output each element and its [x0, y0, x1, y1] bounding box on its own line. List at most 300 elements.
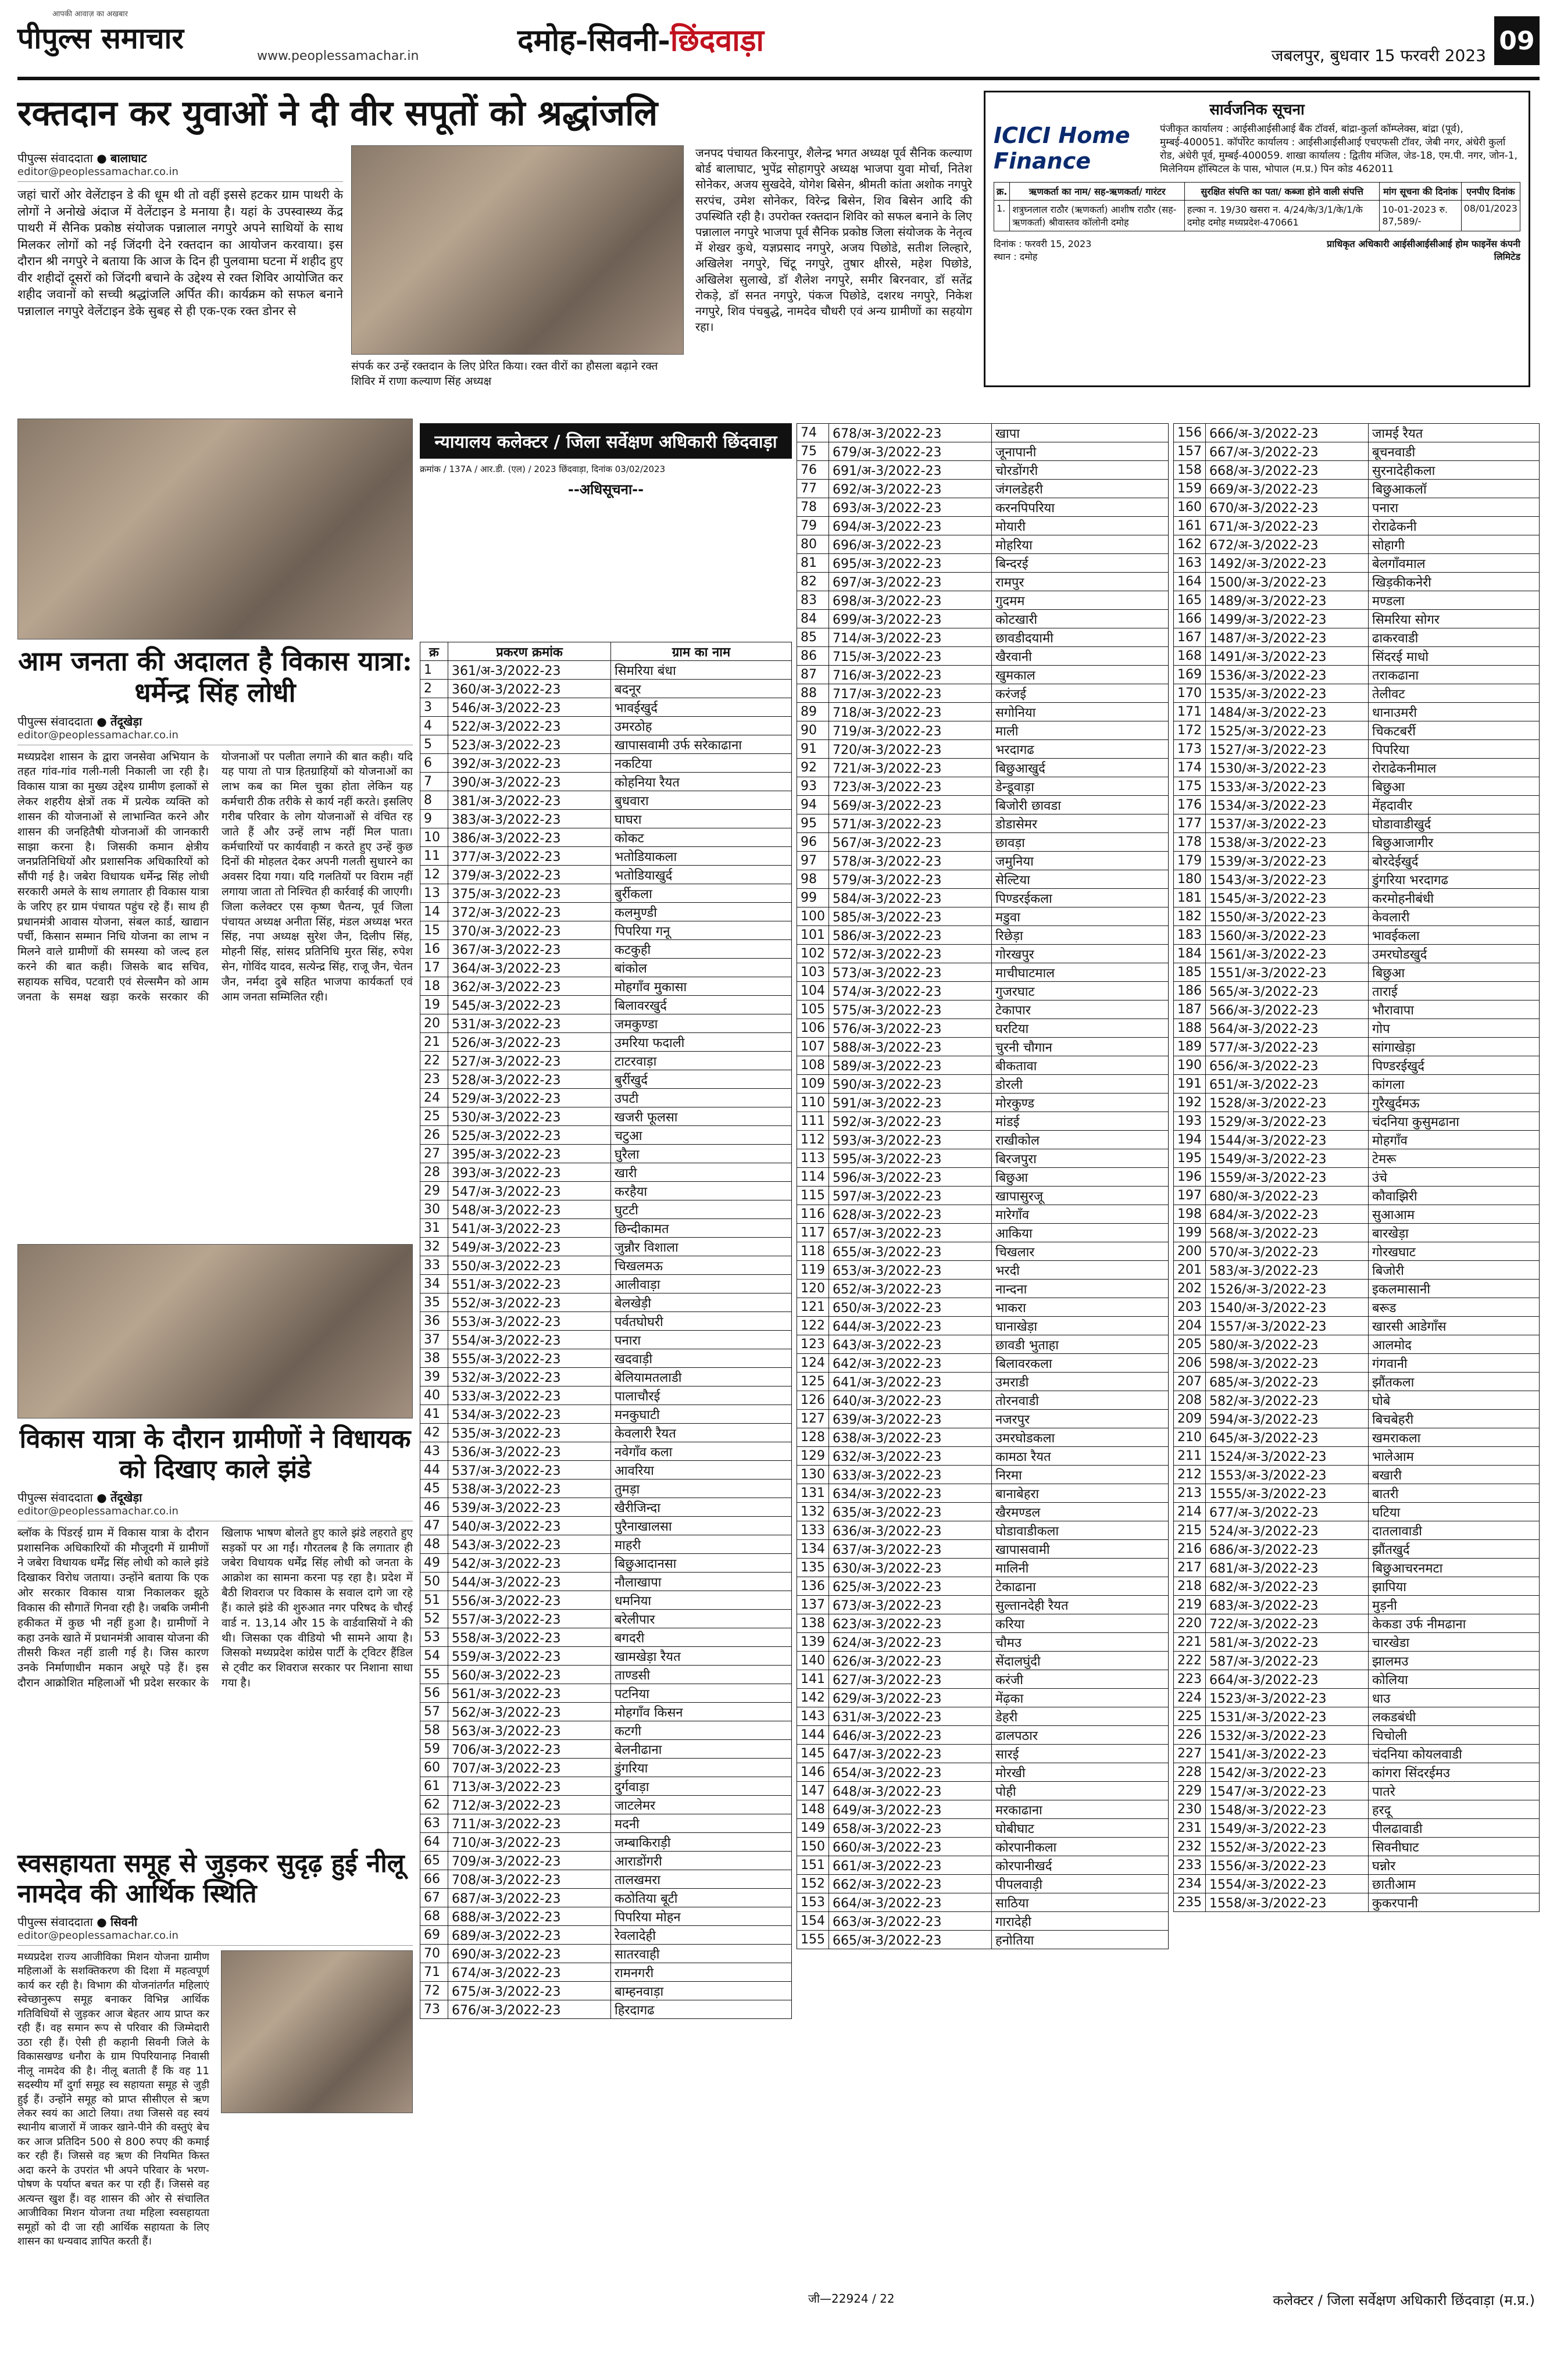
village-row — [1174, 1224, 1540, 1242]
village-row — [1174, 1000, 1540, 1019]
village-serial: 21 — [420, 1033, 448, 1052]
notification-title: न्यायालय कलेक्टर / जिला सर्वेक्षण अधिकारी छिंदवाड़ा — [420, 423, 792, 459]
village-row — [420, 847, 792, 866]
village-village-name: केवलारी रैयत — [611, 1424, 792, 1442]
village-case-number: 589/अ-3/2022-23 — [829, 1056, 992, 1075]
village-serial: 217 — [1174, 1559, 1206, 1577]
village-row — [1174, 796, 1540, 814]
village-serial: 132 — [797, 1503, 829, 1521]
village-village-name: सेंदालघुंदी — [992, 1652, 1169, 1670]
village-village-name: तराकढाना — [1369, 666, 1540, 684]
village-case-number: 526/अ-3/2022-23 — [448, 1033, 611, 1052]
village-row — [420, 1498, 792, 1517]
village-serial: 187 — [1174, 1000, 1206, 1019]
village-row — [797, 647, 1169, 666]
village-case-number: 693/अ-3/2022-23 — [829, 498, 992, 517]
notice-table — [994, 182, 1520, 231]
village-village-name: पुरैनाखालसा — [611, 1517, 792, 1535]
village-case-number: 375/अ-3/2022-23 — [448, 884, 611, 903]
village-row — [797, 796, 1169, 814]
village-serial: 47 — [420, 1517, 448, 1535]
village-case-number: 556/अ-3/2022-23 — [448, 1591, 611, 1610]
village-village-name: सेल्टिया — [992, 870, 1169, 889]
notice-cell: हल्का न. 19/30 खसरा न. 4/24/के/3/1/के/1/के दमोह दमोह मध्यप्रदेश-470661 — [1184, 200, 1379, 231]
website-url[interactable]: www.peoplessamachar.in — [257, 49, 419, 63]
village-serial: 28 — [420, 1163, 448, 1182]
edition-title-black: दमोह-सिवनी- — [517, 23, 670, 58]
village-serial: 210 — [1174, 1428, 1206, 1447]
village-village-name: कामठा रैयत — [992, 1447, 1169, 1466]
village-case-number: 1500/अ-3/2022-23 — [1206, 573, 1369, 591]
village-village-name: गोप — [1369, 1019, 1540, 1038]
village-case-number: 550/अ-3/2022-23 — [448, 1256, 611, 1275]
village-village-name: जमकुण्डा — [611, 1014, 792, 1033]
village-serial: 59 — [420, 1740, 448, 1759]
village-case-number: 560/अ-3/2022-23 — [448, 1666, 611, 1684]
notice-col-header: मांग सूचना की दिनांक — [1380, 182, 1461, 200]
village-row — [797, 1056, 1169, 1075]
village-village-name: खापासवामी उर्फ सरेकाढाना — [611, 735, 792, 754]
village-village-name: जूनापानी — [992, 442, 1169, 461]
village-case-number: 383/अ-3/2022-23 — [448, 810, 611, 828]
village-serial: 33 — [420, 1256, 448, 1275]
village-case-number: 712/अ-3/2022-23 — [448, 1796, 611, 1814]
village-case-number: 656/अ-3/2022-23 — [1206, 1056, 1369, 1075]
village-village-name: उपटी — [611, 1089, 792, 1107]
village-village-name: तोरनवाडी — [992, 1391, 1169, 1410]
village-village-name: घरटिया — [992, 1019, 1169, 1038]
village-case-number: 1538/अ-3/2022-23 — [1206, 833, 1369, 852]
village-row — [1174, 777, 1540, 796]
village-row — [420, 996, 792, 1014]
village-row — [797, 740, 1169, 759]
story-blood-donation — [17, 93, 971, 134]
village-case-number: 661/अ-3/2022-23 — [829, 1856, 992, 1875]
village-serial: 168 — [1174, 647, 1206, 666]
notice-col-header: एनपीए दिनांक — [1461, 182, 1520, 200]
village-serial: 169 — [1174, 666, 1206, 684]
village-case-number: 1489/अ-3/2022-23 — [1206, 591, 1369, 610]
village-row — [1174, 1373, 1540, 1391]
story-byline: पीपुल्स संवाददाता ● तेंदूखेड़ा — [17, 1490, 142, 1505]
village-village-name: बुर्रीकला — [611, 884, 792, 903]
village-village-name: मालिनी — [992, 1559, 1169, 1577]
village-row — [420, 791, 792, 810]
village-village-name: टाटरवाड़ा — [611, 1052, 792, 1070]
village-serial: 60 — [420, 1759, 448, 1777]
village-serial: 125 — [797, 1373, 829, 1391]
village-row — [1174, 889, 1540, 907]
village-case-number: 1528/अ-3/2022-23 — [1206, 1093, 1369, 1112]
village-serial: 226 — [1174, 1726, 1206, 1745]
village-village-name: बुधवारा — [611, 791, 792, 810]
village-case-number: 694/अ-3/2022-23 — [829, 517, 992, 535]
village-row — [797, 1317, 1169, 1335]
village-village-name: आलीवाड़ा — [611, 1275, 792, 1293]
village-row — [420, 1033, 792, 1052]
village-serial: 142 — [797, 1689, 829, 1707]
village-serial: 137 — [797, 1596, 829, 1614]
village-case-number: 696/अ-3/2022-23 — [829, 535, 992, 554]
village-case-number: 640/अ-3/2022-23 — [829, 1391, 992, 1410]
village-row — [420, 1833, 792, 1852]
village-row — [797, 945, 1169, 963]
village-serial: 72 — [420, 1982, 448, 2000]
village-village-name: चिकटबर्री — [1369, 721, 1540, 740]
village-case-number: 641/अ-3/2022-23 — [829, 1373, 992, 1391]
village-serial: 223 — [1174, 1670, 1206, 1689]
village-serial: 176 — [1174, 796, 1206, 814]
village-row — [420, 1796, 792, 1814]
notice-signatory: प्राधिकृत अधिकारी आईसीआईसीआई होम फाइनेंस कंपनी लिमिटेड — [1326, 238, 1520, 262]
story-headline: आम जनता की अदालत है विकास यात्रा: धर्मेन्द्र सिंह लोधी — [18, 645, 412, 709]
village-village-name: मेंहदावीर — [1369, 796, 1540, 814]
village-row — [420, 1517, 792, 1535]
village-serial: 67 — [420, 1889, 448, 1907]
village-row — [797, 1093, 1169, 1112]
village-serial: 172 — [1174, 721, 1206, 740]
story-email[interactable]: editor@peoplessamachar.co.in — [17, 1929, 413, 1946]
village-serial: 215 — [1174, 1521, 1206, 1540]
village-serial: 208 — [1174, 1391, 1206, 1410]
village-village-name: घानाखेड़ा — [992, 1317, 1169, 1335]
village-case-number: 1536/अ-3/2022-23 — [1206, 666, 1369, 684]
village-row — [1174, 1280, 1540, 1298]
village-serial: 230 — [1174, 1800, 1206, 1819]
village-serial: 34 — [420, 1275, 448, 1293]
village-village-name: कोरपानीखर्द — [992, 1856, 1169, 1875]
village-row — [1174, 1149, 1540, 1168]
village-serial: 51 — [420, 1591, 448, 1610]
village-case-number: 1535/अ-3/2022-23 — [1206, 684, 1369, 703]
village-village-name: पिण्डरईकला — [992, 889, 1169, 907]
village-serial: 155 — [797, 1931, 829, 1949]
village-village-name: घुटटी — [611, 1200, 792, 1219]
village-case-number: 370/अ-3/2022-23 — [448, 921, 611, 940]
village-row — [420, 1405, 792, 1424]
village-case-number: 646/अ-3/2022-23 — [829, 1726, 992, 1745]
village-row — [1174, 1838, 1540, 1856]
village-serial: 105 — [797, 1000, 829, 1019]
village-serial: 25 — [420, 1107, 448, 1126]
village-row — [420, 1628, 792, 1647]
village-row — [420, 940, 792, 959]
village-row — [420, 1963, 792, 1982]
village-serial: 79 — [797, 517, 829, 535]
village-serial: 23 — [420, 1070, 448, 1089]
village-village-name: घोडावाडीकला — [992, 1521, 1169, 1540]
village-case-number: 554/अ-3/2022-23 — [448, 1331, 611, 1349]
village-serial: 207 — [1174, 1373, 1206, 1391]
village-row — [797, 1466, 1169, 1484]
village-serial: 44 — [420, 1461, 448, 1480]
village-case-number: 675/अ-3/2022-23 — [448, 1982, 611, 2000]
village-village-name: चोरडोंगरी — [992, 461, 1169, 480]
village-village-name: बिलावरखुर्द — [611, 996, 792, 1014]
village-serial: 179 — [1174, 852, 1206, 870]
village-serial: 123 — [797, 1335, 829, 1354]
village-serial: 185 — [1174, 963, 1206, 982]
village-serial: 96 — [797, 833, 829, 852]
village-row — [1174, 1503, 1540, 1521]
village-case-number: 545/अ-3/2022-23 — [448, 996, 611, 1014]
village-serial: 200 — [1174, 1242, 1206, 1261]
village-case-number: 562/अ-3/2022-23 — [448, 1703, 611, 1721]
village-serial: 178 — [1174, 833, 1206, 852]
village-row — [1174, 554, 1540, 573]
village-case-number: 685/अ-3/2022-23 — [1206, 1373, 1369, 1391]
village-village-name: धाउ — [1369, 1689, 1540, 1707]
village-village-name: सोहागी — [1369, 535, 1540, 554]
village-village-name: बेलगाँवमाल — [1369, 554, 1540, 573]
village-serial: 41 — [420, 1405, 448, 1424]
village-serial: 222 — [1174, 1652, 1206, 1670]
village-village-name: मोहगाँव किसन — [611, 1703, 792, 1721]
village-case-number: 1524/अ-3/2022-23 — [1206, 1447, 1369, 1466]
village-case-number: 395/अ-3/2022-23 — [448, 1145, 611, 1163]
village-case-number: 1530/अ-3/2022-23 — [1206, 759, 1369, 777]
village-case-number: 690/अ-3/2022-23 — [448, 1945, 611, 1963]
village-serial: 193 — [1174, 1112, 1206, 1131]
village-serial: 53 — [420, 1628, 448, 1647]
village-serial: 83 — [797, 591, 829, 610]
village-serial: 131 — [797, 1484, 829, 1503]
village-case-number: 528/अ-3/2022-23 — [448, 1070, 611, 1089]
village-village-name: भाकरा — [992, 1298, 1169, 1317]
village-case-number: 564/अ-3/2022-23 — [1206, 1019, 1369, 1038]
village-serial: 129 — [797, 1447, 829, 1466]
village-case-number: 626/अ-3/2022-23 — [829, 1652, 992, 1670]
village-case-number: 1557/अ-3/2022-23 — [1206, 1317, 1369, 1335]
village-village-name: खामखेड़ा रैयत — [611, 1647, 792, 1666]
village-village-name: जामई रैयत — [1369, 424, 1540, 442]
village-serial: 211 — [1174, 1447, 1206, 1466]
village-village-name: बिछुआजागीर — [1369, 833, 1540, 852]
village-row — [420, 680, 792, 698]
village-row — [1174, 1670, 1540, 1689]
village-village-name: सिवनीघाट — [1369, 1838, 1540, 1856]
village-village-name: बूचनवाडी — [1369, 442, 1540, 461]
village-case-number: 715/अ-3/2022-23 — [829, 647, 992, 666]
village-serial: 15 — [420, 921, 448, 940]
village-row — [420, 921, 792, 940]
village-case-number: 1537/अ-3/2022-23 — [1206, 814, 1369, 833]
village-case-number: 575/अ-3/2022-23 — [829, 1000, 992, 1019]
village-village-name: सातरवाही — [611, 1945, 792, 1963]
village-serial: 27 — [420, 1145, 448, 1163]
village-case-number: 1551/अ-3/2022-23 — [1206, 963, 1369, 982]
village-village-name: खापासवामी — [992, 1540, 1169, 1559]
village-serial: 218 — [1174, 1577, 1206, 1596]
story-byline: पीपुल्स संवाददाता ● तेंदूखेड़ा — [17, 714, 142, 728]
village-row — [420, 773, 792, 791]
village-case-number: 524/अ-3/2022-23 — [1206, 1521, 1369, 1540]
village-row — [420, 2000, 792, 2019]
village-case-number: 698/अ-3/2022-23 — [829, 591, 992, 610]
brand-tagline: आपकी आवाज़ का अखबार — [52, 10, 128, 19]
village-village-name: खैरवानी — [992, 647, 1169, 666]
village-table-3 — [1173, 423, 1540, 1912]
village-case-number: 653/अ-3/2022-23 — [829, 1261, 992, 1280]
village-row — [797, 1614, 1169, 1633]
village-case-number: 1523/अ-3/2022-23 — [1206, 1689, 1369, 1707]
village-row — [1174, 1689, 1540, 1707]
village-row — [420, 1740, 792, 1759]
village-serial: 130 — [797, 1466, 829, 1484]
notice-cell: शत्रुघ्नलाल राठौर (ऋणकर्ता) आशीष राठौर (सह-ऋणकर्ता) श्रीवास्तव कॉलोनी दमोह — [1010, 200, 1185, 231]
village-case-number: 574/अ-3/2022-23 — [829, 982, 992, 1000]
story-email[interactable]: editor@peoplessamachar.co.in — [17, 166, 343, 182]
village-row — [420, 1349, 792, 1368]
village-village-name: झापिया — [1369, 1577, 1540, 1596]
village-case-number: 597/अ-3/2022-23 — [829, 1187, 992, 1205]
village-village-name: भावईखुर्द — [611, 698, 792, 717]
village-case-number: 558/अ-3/2022-23 — [448, 1628, 611, 1647]
village-serial: 9 — [420, 810, 448, 828]
village-case-number: 638/अ-3/2022-23 — [829, 1428, 992, 1447]
village-serial: 143 — [797, 1707, 829, 1726]
village-case-number: 1539/अ-3/2022-23 — [1206, 852, 1369, 870]
village-serial: 48 — [420, 1535, 448, 1554]
village-village-name: सिमरिया सोगर — [1369, 610, 1540, 628]
village-row — [797, 1280, 1169, 1298]
public-notice — [984, 91, 1530, 387]
village-row — [1174, 814, 1540, 833]
village-row — [797, 1335, 1169, 1354]
village-case-number: 362/अ-3/2022-23 — [448, 977, 611, 996]
village-row — [1174, 647, 1540, 666]
village-row — [420, 1145, 792, 1163]
village-serial: 26 — [420, 1126, 448, 1145]
village-village-name: सुआआम — [1369, 1205, 1540, 1224]
village-row — [1174, 1893, 1540, 1912]
village-row — [420, 1535, 792, 1554]
village-row — [797, 1856, 1169, 1875]
village-village-name: माचीघाटमाल — [992, 963, 1169, 982]
village-case-number: 722/अ-3/2022-23 — [1206, 1614, 1369, 1633]
village-row — [420, 1293, 792, 1312]
village-case-number: 686/अ-3/2022-23 — [1206, 1540, 1369, 1559]
village-village-name: बीकतावा — [992, 1056, 1169, 1075]
village-row — [420, 1331, 792, 1349]
village-row — [1174, 1131, 1540, 1149]
village-case-number: 1499/अ-3/2022-23 — [1206, 610, 1369, 628]
village-serial: 118 — [797, 1242, 829, 1261]
village-row — [1174, 1093, 1540, 1112]
village-serial: 175 — [1174, 777, 1206, 796]
village-serial: 158 — [1174, 461, 1206, 480]
village-case-number: 571/अ-3/2022-23 — [829, 814, 992, 833]
village-serial: 136 — [797, 1577, 829, 1596]
village-village-name: भतोडियाखुर्द — [611, 866, 792, 884]
village-village-name: बाम्हनवाड़ा — [611, 1982, 792, 2000]
village-row — [797, 461, 1169, 480]
village-village-name: तेलीवट — [1369, 684, 1540, 703]
village-row — [797, 963, 1169, 982]
village-row — [797, 1000, 1169, 1019]
village-row — [420, 1163, 792, 1182]
village-village-name: सगोनिया — [992, 703, 1169, 721]
village-village-name: खुमकाल — [992, 666, 1169, 684]
village-case-number: 531/अ-3/2022-23 — [448, 1014, 611, 1033]
village-serial: 71 — [420, 1963, 448, 1982]
village-case-number: 1534/अ-3/2022-23 — [1206, 796, 1369, 814]
village-village-name: माहरी — [611, 1535, 792, 1554]
village-village-name: खापा — [992, 424, 1169, 442]
story-email[interactable]: editor@peoplessamachar.co.in — [17, 729, 413, 745]
byline-location: तेंदूखेड़ा — [110, 1490, 142, 1505]
village-village-name: राखीकोल — [992, 1131, 1169, 1149]
village-row — [1174, 1596, 1540, 1614]
village-village-name: केकडा उर्फ नीमढाना — [1369, 1614, 1540, 1633]
village-serial: 73 — [420, 2000, 448, 2019]
village-case-number: 666/अ-3/2022-23 — [1206, 424, 1369, 442]
village-serial: 40 — [420, 1386, 448, 1405]
village-case-number: 1559/अ-3/2022-23 — [1206, 1168, 1369, 1187]
village-serial: 32 — [420, 1238, 448, 1256]
village-village-name: घाघरा — [611, 810, 792, 828]
village-row — [420, 1982, 792, 2000]
village-serial: 5 — [420, 735, 448, 754]
village-serial: 154 — [797, 1912, 829, 1931]
village-village-name: डोरली — [992, 1075, 1169, 1093]
village-village-name: उमरिया फदाली — [611, 1033, 792, 1052]
village-row — [797, 1484, 1169, 1503]
village-serial: 12 — [420, 866, 448, 884]
village-row — [797, 1707, 1169, 1726]
village-village-name: उंचे — [1369, 1168, 1540, 1187]
village-village-name: खदवाड़ी — [611, 1349, 792, 1368]
village-village-name: डुंगरिया भरदागढ — [1369, 870, 1540, 889]
village-serial: 173 — [1174, 740, 1206, 759]
village-row — [1174, 1428, 1540, 1447]
village-case-number: 580/अ-3/2022-23 — [1206, 1335, 1369, 1354]
village-case-number: 633/अ-3/2022-23 — [829, 1466, 992, 1484]
village-row — [797, 870, 1169, 889]
village-case-number: 551/अ-3/2022-23 — [448, 1275, 611, 1293]
village-serial: 121 — [797, 1298, 829, 1317]
village-serial: 140 — [797, 1652, 829, 1670]
village-row — [1174, 926, 1540, 945]
village-case-number: 642/अ-3/2022-23 — [829, 1354, 992, 1373]
village-case-number: 1491/अ-3/2022-23 — [1206, 647, 1369, 666]
village-case-number: 392/अ-3/2022-23 — [448, 754, 611, 773]
village-case-number: 576/अ-3/2022-23 — [829, 1019, 992, 1038]
village-case-number: 709/अ-3/2022-23 — [448, 1852, 611, 1870]
notice-title: सार्वजनिक सूचना — [1209, 101, 1305, 119]
village-serial: 65 — [420, 1852, 448, 1870]
village-case-number: 708/अ-3/2022-23 — [448, 1870, 611, 1889]
village-row — [1174, 1261, 1540, 1280]
village-serial: 19 — [420, 996, 448, 1014]
byline-author: पीपुल्स संवाददाता — [17, 1914, 93, 1929]
village-case-number: 1552/अ-3/2022-23 — [1206, 1838, 1369, 1856]
village-serial: 80 — [797, 535, 829, 554]
village-row — [1174, 833, 1540, 852]
village-case-number: 1554/अ-3/2022-23 — [1206, 1875, 1369, 1893]
village-village-name: नान्दना — [992, 1280, 1169, 1298]
village-serial: 170 — [1174, 684, 1206, 703]
village-case-number: 1484/अ-3/2022-23 — [1206, 703, 1369, 721]
village-row — [797, 1596, 1169, 1614]
village-village-name: डुंगरिया — [611, 1759, 792, 1777]
village-serial: 214 — [1174, 1503, 1206, 1521]
village-row — [1174, 703, 1540, 721]
village-case-number: 689/अ-3/2022-23 — [448, 1926, 611, 1945]
byline-location: बालाघाट — [110, 151, 147, 165]
village-village-name: बदनूर — [611, 680, 792, 698]
story-email[interactable]: editor@peoplessamachar.co.in — [17, 1505, 413, 1521]
